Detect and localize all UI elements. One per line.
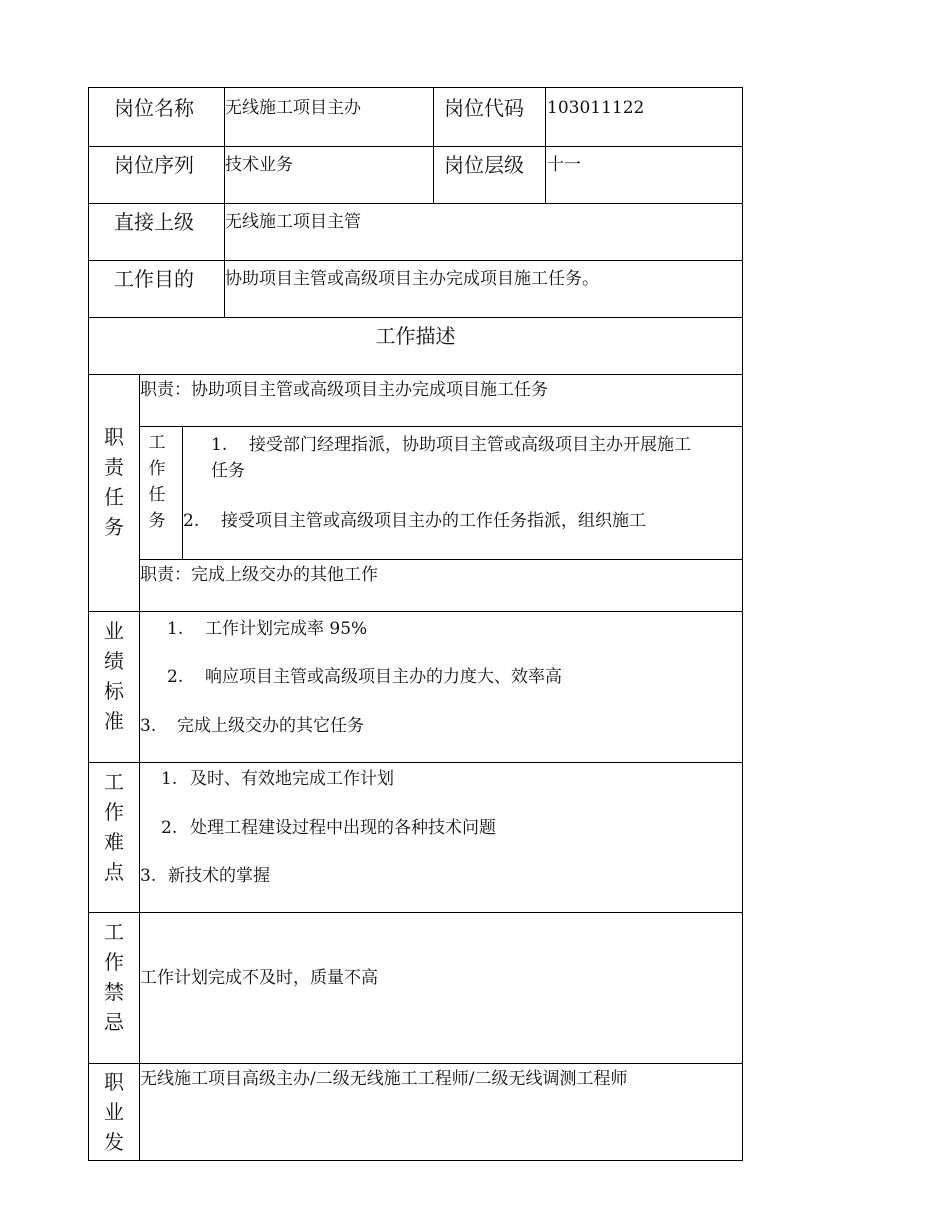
difficulty-item-2: [161, 817, 496, 839]
difficulty-item-2-number: 2.: [161, 818, 178, 838]
taboos-text: 工作计划完成不及时，质量不高: [140, 968, 378, 988]
difficulties-label: 工作难点: [104, 770, 124, 884]
difficulty-item-3-text: 新技术的掌握: [168, 866, 270, 886]
difficulty-item-3: [140, 865, 270, 887]
difficulty-item-1-number: 1.: [161, 769, 178, 789]
performance-item-2-text: 响应项目主管或高级项目主办的力度大、效率高: [205, 667, 562, 687]
superior-value: 无线施工项目主管: [225, 212, 361, 232]
duty-1: 职责：协助项目主管或高级项目主办完成项目施工任务: [140, 380, 548, 400]
task-1-number: 1.: [211, 435, 228, 455]
position-series-label: 岗位序列: [114, 153, 194, 177]
task-2: [183, 510, 646, 532]
difficulty-item-2-text: 处理工程建设过程中出现的各种技术问题: [190, 818, 496, 838]
performance-label: 业绩标准: [104, 619, 124, 733]
task-2-text: 接受项目主管或高级项目主办的工作任务指派，组织施工: [221, 511, 646, 531]
difficulty-item-1: [161, 768, 394, 790]
taboos-label: 工作禁忌: [104, 920, 124, 1034]
performance-item-1: [167, 618, 367, 640]
difficulty-item-1-text: 及时、有效地完成工作计划: [190, 769, 394, 789]
position-level-label: 岗位层级: [444, 153, 524, 177]
tasks-label: 工作任务: [148, 433, 166, 531]
purpose-label: 工作目的: [114, 267, 194, 291]
purpose-value: 协助项目主管或高级项目主办完成项目施工任务。: [225, 269, 599, 289]
superior-label: 直接上级: [114, 210, 194, 234]
section-title: 工作描述: [375, 324, 456, 348]
performance-item-3-text: 完成上级交办的其它任务: [177, 716, 364, 736]
performance-item-1-text: 工作计划完成率 95%: [205, 619, 368, 639]
career-label: 职业发: [104, 1070, 124, 1154]
position-name-label: 岗位名称: [114, 96, 194, 120]
performance-item-2: [167, 666, 562, 688]
position-level-value: 十一: [547, 155, 581, 175]
performance-item-1-number: 1.: [167, 619, 184, 639]
position-series-value: 技术业务: [225, 155, 293, 175]
task-1-text: 接受部门经理指派，协助项目主管或高级项目主办开展施工: [249, 435, 691, 455]
performance-item-2-number: 2.: [167, 667, 184, 687]
performance-item-3: [140, 715, 364, 737]
position-code-label: 岗位代码: [444, 96, 524, 120]
career-text: 无线施工项目高级主办/二级无线施工工程师/二级无线调测工程师: [140, 1069, 628, 1089]
position-name-value: 无线施工项目主办: [225, 98, 361, 118]
difficulty-item-3-number: 3.: [140, 866, 157, 886]
task-2-number: 2.: [183, 511, 200, 531]
task-1: [211, 434, 741, 456]
duties-label: 职责任务: [104, 425, 124, 539]
task-1-continuation: 任务: [211, 461, 245, 481]
position-code-value: 103011122: [547, 98, 645, 118]
performance-item-3-number: 3.: [140, 716, 157, 736]
duty-2: 职责：完成上级交办的其他工作: [140, 565, 378, 585]
